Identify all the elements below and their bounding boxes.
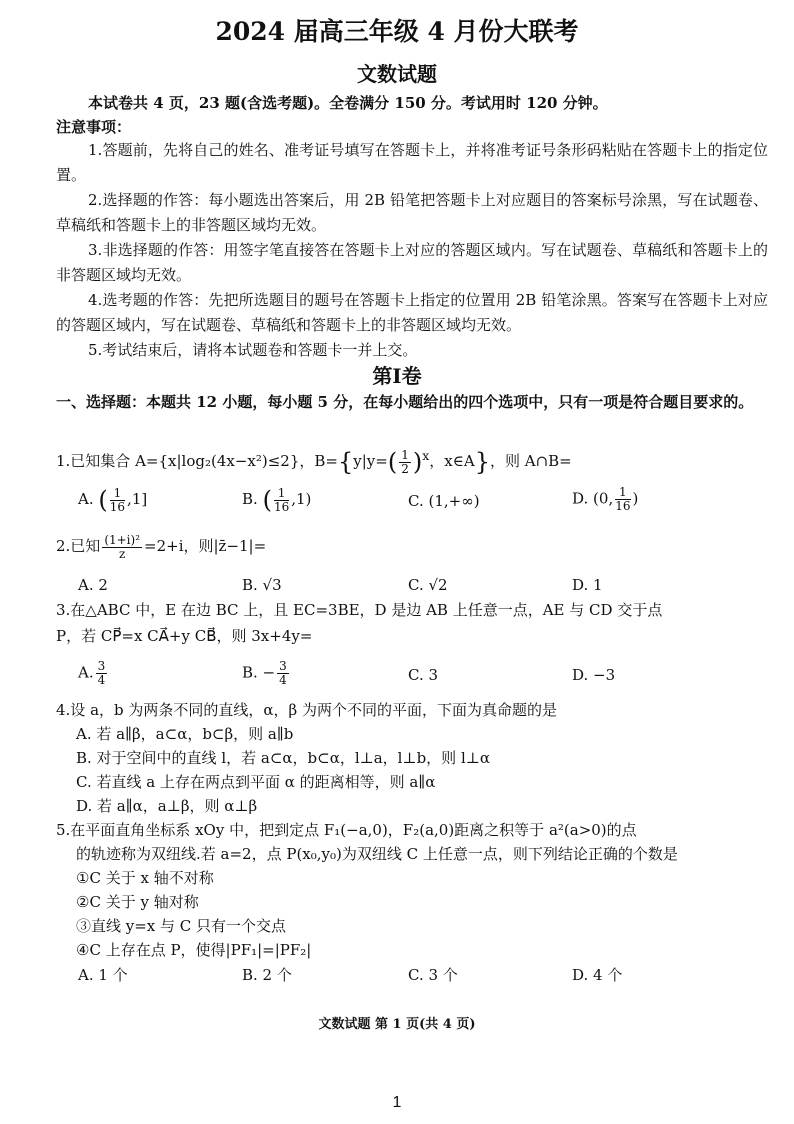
- exam-info: 本试卷共 4 页，23 题(含选考题)。全卷满分 150 分。考试用时 120 分钟。: [88, 94, 608, 112]
- q4-option-d: D. 若 a∥α，a⊥β，则 α⊥β: [76, 797, 258, 815]
- q2-option-d: D. 1: [572, 576, 603, 594]
- q5-statement-3: ③直线 y=x 与 C 只有一个交点: [76, 917, 287, 935]
- q1-paren-close: ): [412, 448, 423, 476]
- note-item: 4.选考题的作答：先把所选题目的题号在答题卡上指定的位置用 2B 铅笔涂黑。答案写在答题卡上对应的答题区域内，写在试题卷、草稿纸和答题卡上的非答题区域均无效。: [56, 291, 768, 334]
- q2-fraction: $\frac{\text{(1+i)²}}{z}$: [104, 532, 141, 561]
- q1-tail: ，x∈A: [429, 452, 475, 470]
- q5-statement-1: ①C 关于 x 轴不对称: [76, 869, 214, 887]
- section-heading: 一、选择题：本题共 12 小题，每小题 5 分，在每小题给出的四个选项中，只有一项是符合题目要求的。: [56, 393, 754, 411]
- q5-line-1: 5.在平面直角坐标系 xOy 中，把到定点 F₁(−a,0)，F₂(a,0)距离之积等于 a²(a>0)的点: [56, 821, 637, 839]
- notes-list: [56, 138, 768, 363]
- q5-option-d: D. 4 个: [572, 966, 623, 984]
- q2-lead: 2.已知: [56, 537, 101, 555]
- notes-heading: 注意事项：: [56, 118, 132, 136]
- q1-option-c: C. (1,+∞): [408, 492, 480, 510]
- q5-statement-4: ④C 上存在点 P，使得|PF₁|=|PF₂|: [76, 941, 312, 959]
- page-number: 1: [392, 1094, 402, 1111]
- note-item: 3.非选择题的作答：用签字笔直接答在答题卡上对应的答题区域内。写在试题卷、草稿纸和答题卡上的非答题区域均无效。: [56, 241, 768, 284]
- q1-option-d: D. (0, $\frac{1}{16}$ ): [572, 485, 639, 513]
- q3-options: [78, 660, 768, 690]
- q2-tail: =2+i，则|z̄−1|=: [144, 537, 267, 555]
- q3-option-a: A. $\frac{3}{4}$: [78, 659, 106, 687]
- q5-option-b: B. 2 个: [242, 966, 292, 984]
- q1-y-part: y|y=: [353, 452, 388, 470]
- q2-option-c: C. √2: [408, 576, 448, 594]
- q1-text: 1.已知集合 A={x|log₂(4x−x²)≤2}，B=: [56, 452, 338, 470]
- q2-option-a: A. 2: [78, 576, 108, 594]
- q4-option-c: C. 若直线 a 上存在两点到平面 α 的距离相等，则 a∥α: [76, 773, 436, 791]
- q3-option-d: D. −3: [572, 666, 616, 684]
- q1-paren-open: (: [387, 448, 398, 476]
- q3-option-b: B. − $\frac{3}{4}$: [242, 659, 287, 687]
- q1-option-a: A. ( $\frac{1}{16}$ ,1]: [78, 485, 148, 514]
- q3-line-1: 3.在△ABC 中，E 在边 BC 上，且 EC=3BE，D 是边 AB 上任意一点，AE 与 CD 交于点: [56, 601, 663, 619]
- exam-title: 2024 届高三年级 4 月份大联考: [215, 17, 579, 46]
- q2-option-b: B. √3: [242, 576, 282, 594]
- note-item: 2.选择题的作答：每小题选出答案后，用 2B 铅笔把答题卡上对应题目的答案标号涂黑，写在试题卷、草稿纸和答题卡上的非答题区域均无效。: [56, 191, 768, 234]
- question-1: [56, 443, 772, 476]
- q5-statement-2: ②C 关于 y 轴对称: [76, 893, 199, 911]
- q1-brace-open: {: [337, 448, 354, 476]
- q5-options: [78, 964, 768, 994]
- q4-option-a: A. 若 a∥β，a⊂α，b⊂β，则 a∥b: [76, 725, 294, 743]
- q5-option-c: C. 3 个: [408, 966, 458, 984]
- q5-line-2: 的轨迹称为双纽线.若 a=2，点 P(x₀,y₀)为双纽线 C 上任意一点，则下列结论正确的个数是: [76, 845, 678, 863]
- q3-option-c: C. 3: [408, 666, 439, 684]
- q1-fraction: $\frac{1}{2}$: [401, 447, 409, 476]
- q5-option-a: A. 1 个: [78, 966, 128, 984]
- q1-option-b: B. ( $\frac{1}{16}$ ,1): [242, 485, 312, 514]
- q1-exponent: x: [422, 448, 430, 463]
- q3-line-2: P，若 CP⃗=x CA⃗+y CB⃗，则 3x+4y=: [56, 627, 313, 645]
- exam-subtitle: 文数试题: [357, 62, 437, 86]
- note-item: 1.答题前，先将自己的姓名、准考证号填写在答题卡上，并将准考证号条形码粘贴在答题卡上的指定位置。: [56, 141, 768, 184]
- note-item: 5.考试结束后，请将本试题卷和答题卡一并上交。: [88, 341, 418, 359]
- q1-brace-close: }: [474, 448, 490, 476]
- q4-stem: 4.设 a，b 为两条不同的直线，α，β 为两个不同的平面，下面为真命题的是: [56, 701, 557, 719]
- q4-option-b: B. 对于空间中的直线 l，若 a⊂α，b⊂α，l⊥a，l⊥b，则 l⊥α: [76, 749, 490, 767]
- page-footer: 文数试题 第 1 页(共 4 页): [318, 1017, 476, 1032]
- section-title: 第Ⅰ卷: [372, 364, 422, 388]
- q1-ask: ，则 A∩B=: [489, 452, 572, 470]
- q1-options: [78, 486, 768, 516]
- question-2: [56, 533, 772, 561]
